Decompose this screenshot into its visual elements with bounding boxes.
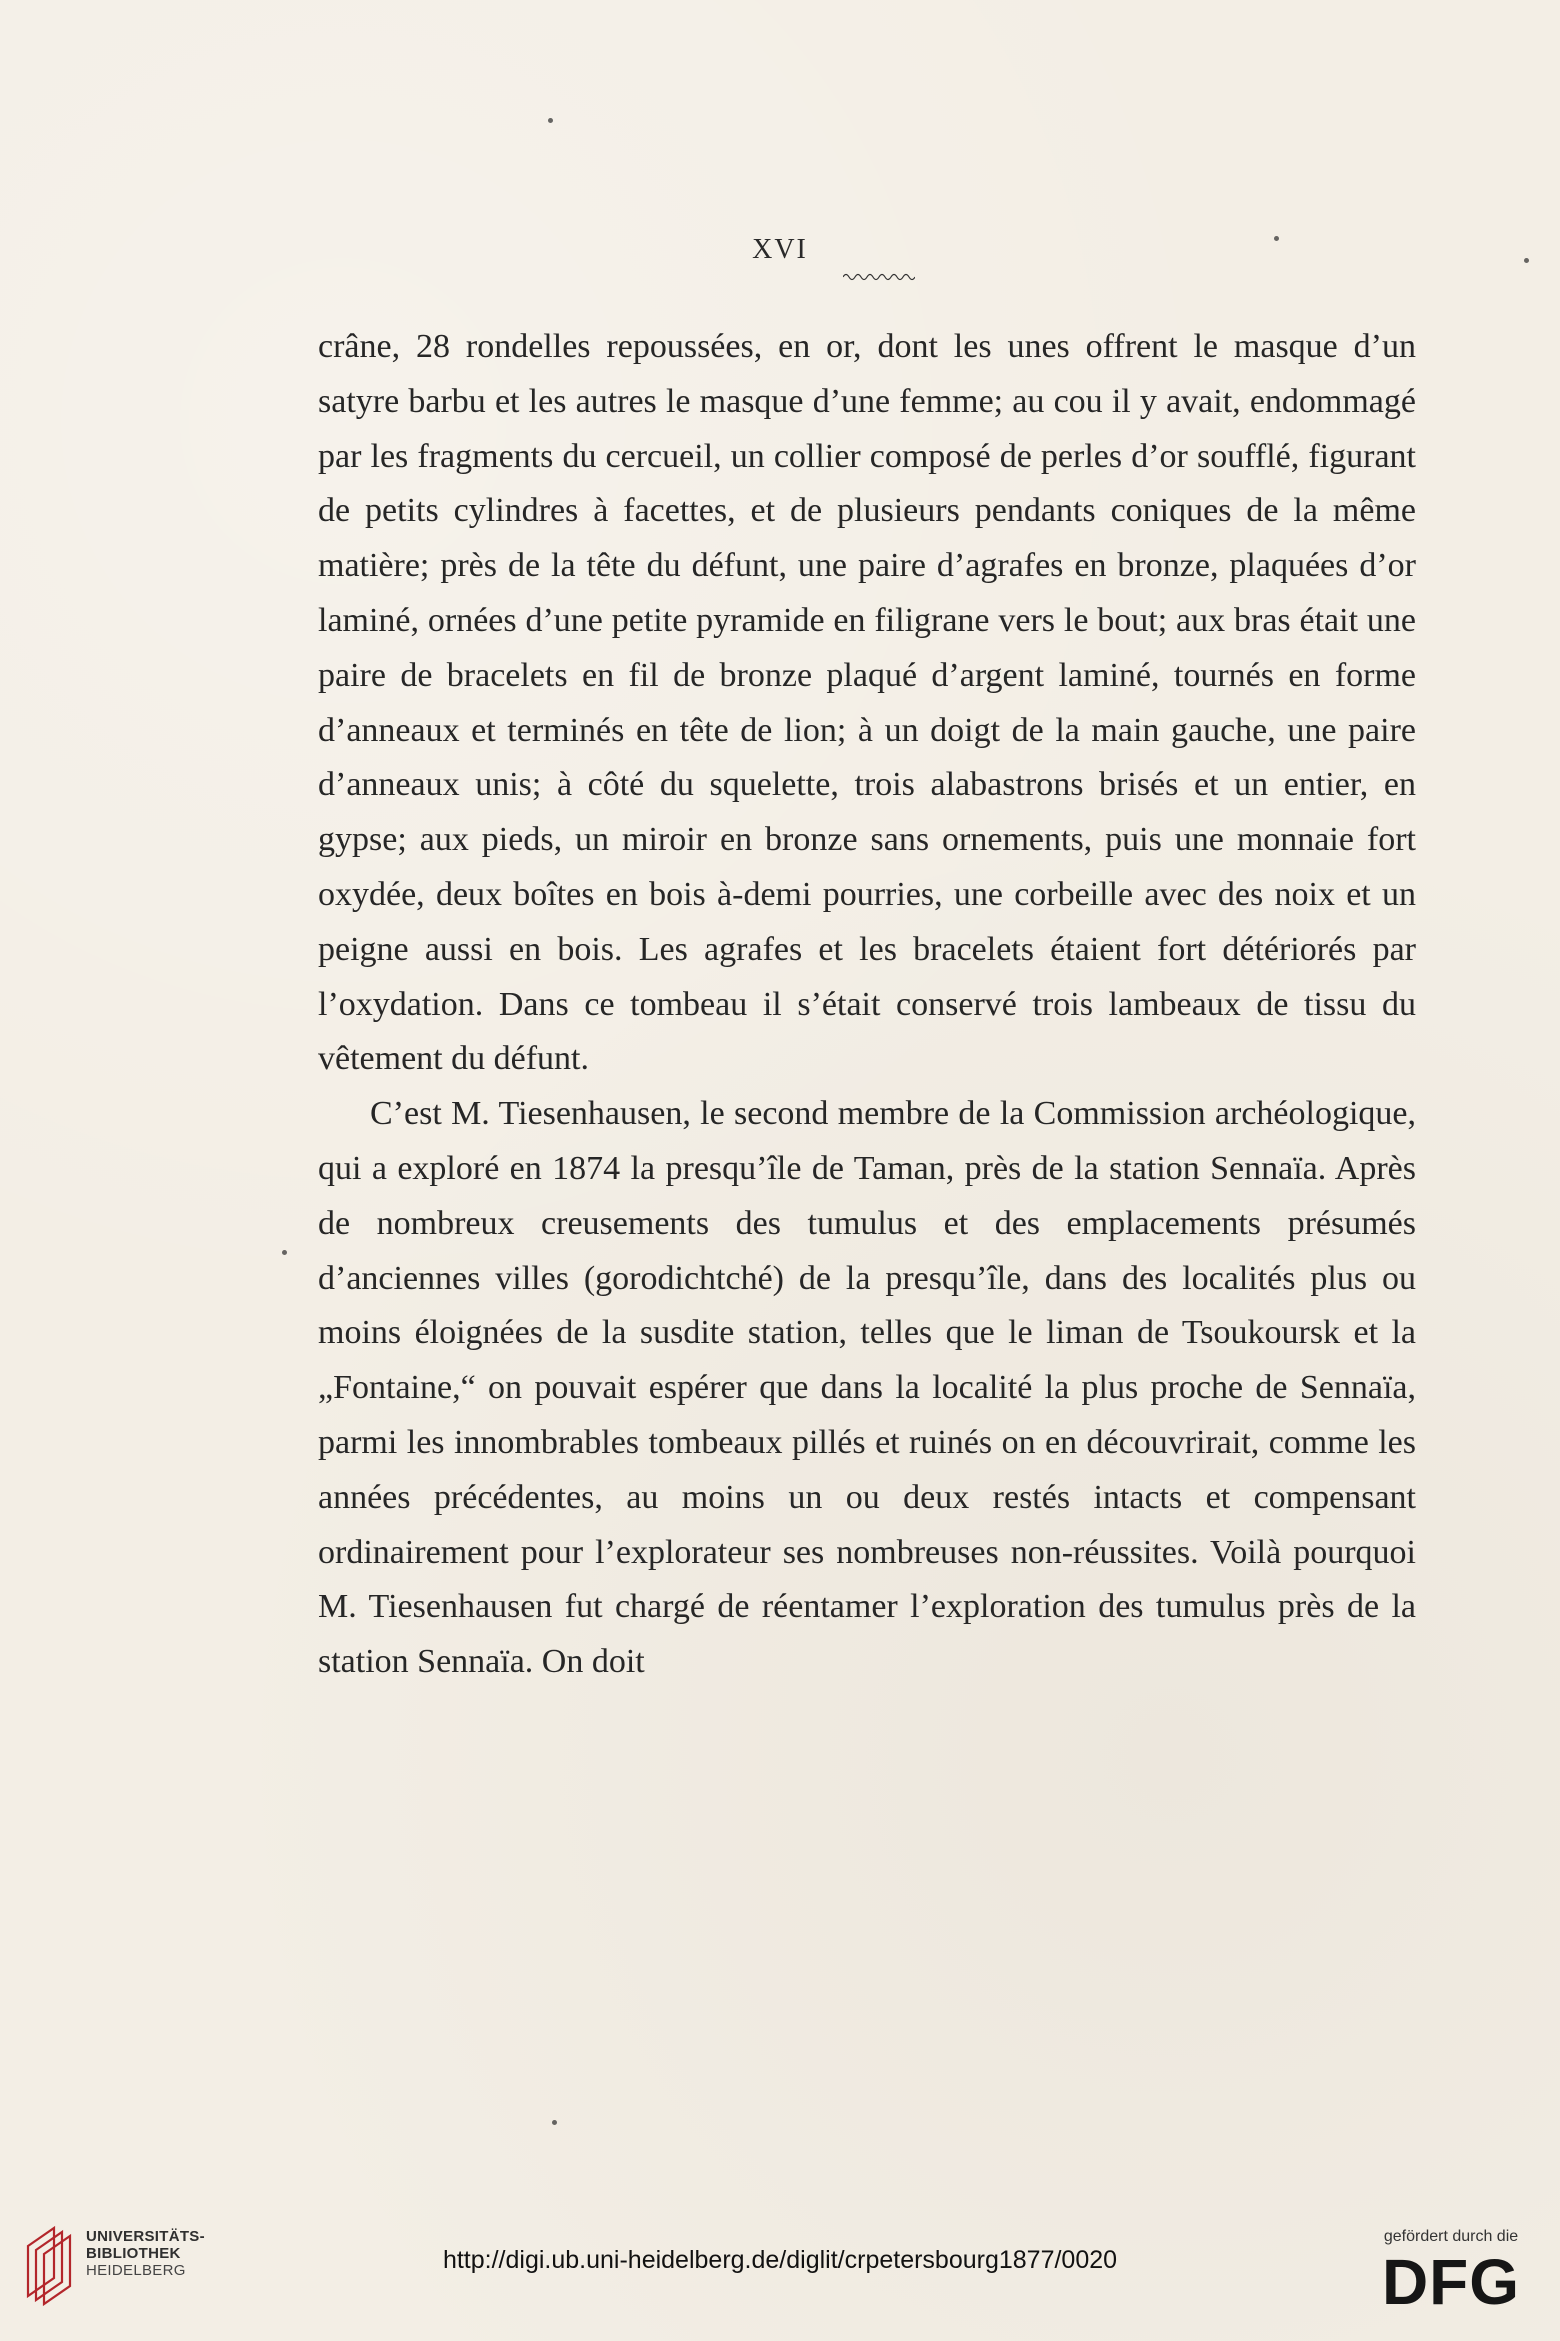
paragraph-2: C’est M. Tiesenhausen, le second membre de la Commission archéologique, qui a exploré en 1874 la presqu’île de Taman, près de la station Sennaïa. Après de nombreux creusements des tumulus et des emplacements présumés d’anciennes villes (gorodichtché) de la presqu’île, dans des localités plus ou moins éloignées de la susdite station, telles que le liman de Tsoukoursk et la „Fontaine,“ on pouvait espérer que dans la localité la plus proche de Sennaïa, parmi les innombrables tombeaux pillés et ruinés on en découvrirait, comme les années précédentes, au moins un ou deux restés intacts et compensant ordinairement pour l’explorateur ses nombreuses non-réussites. Voilà pourquoi M. Tiesenhausen fut chargé de réentamer l’exploration des tumulus près de la station Sennaïa. On doit	[318, 1095, 1416, 1681]
print-speck	[548, 118, 553, 123]
library-name-line-2: BIBLIOTHEK	[86, 2245, 181, 2262]
library-logo-icon	[24, 2220, 78, 2308]
dfg-logo-mark: DFG	[1381, 2246, 1521, 2318]
library-name-line-1: UNIVERSITÄTS-	[86, 2228, 205, 2245]
dfg-logo	[1366, 2220, 1536, 2328]
library-logo	[24, 2220, 205, 2324]
source-url[interactable]: http://digi.ub.uni-heidelberg.de/diglit/crpetersbourg1877/0020	[442, 2246, 1118, 2274]
print-speck	[282, 1250, 287, 1255]
library-name-line-3: HEIDELBERG	[86, 2262, 186, 2279]
print-speck	[552, 2120, 557, 2125]
library-name	[86, 2228, 206, 2279]
page-number-ornament	[843, 272, 915, 282]
page-number: XVI	[752, 234, 808, 265]
page-header	[0, 236, 1560, 264]
funding-caption: gefördert durch die	[1383, 2228, 1519, 2245]
paragraph-1: crâne, 28 rondelles repoussées, en or, dont les unes offrent le masque d’un satyre barbu et les autres le masque d’une femme; au cou il y avait, endommagé par les fragments du cercueil, un collier composé de perles d’or soufflé, figurant de petits cylindres à facettes, et de plusieurs pendants coniques de la même matière; près de la tête du défunt, une paire d’agrafes en bronze, plaquées d’or laminé, ornées d’une petite pyramide en filigrane vers le bout; aux bras était une paire de bracelets en fil de bronze plaqué d’argent laminé, tournés en forme d’anneaux et terminés en tête de lion; à un doigt de la main gauche, une paire d’anneaux unis; à côté du squelette, trois alabastrons brisés et un entier, en gypse; aux pieds, un miroir en bronze sans ornements, puis une monnaie fort oxydée, deux boîtes en bois à-demi pourries, une corbeille avec des noix et un peigne aussi en bois. Les agrafes et les bracelets étaient fort détériorés par l’oxydation. Dans ce tombeau il s’était conservé trois lambeaux de tissu du vêtement du défunt.	[318, 328, 1416, 1078]
body-text	[318, 320, 1416, 1690]
print-speck	[1274, 236, 1279, 241]
print-speck	[1524, 258, 1529, 263]
footer	[0, 2212, 1560, 2332]
